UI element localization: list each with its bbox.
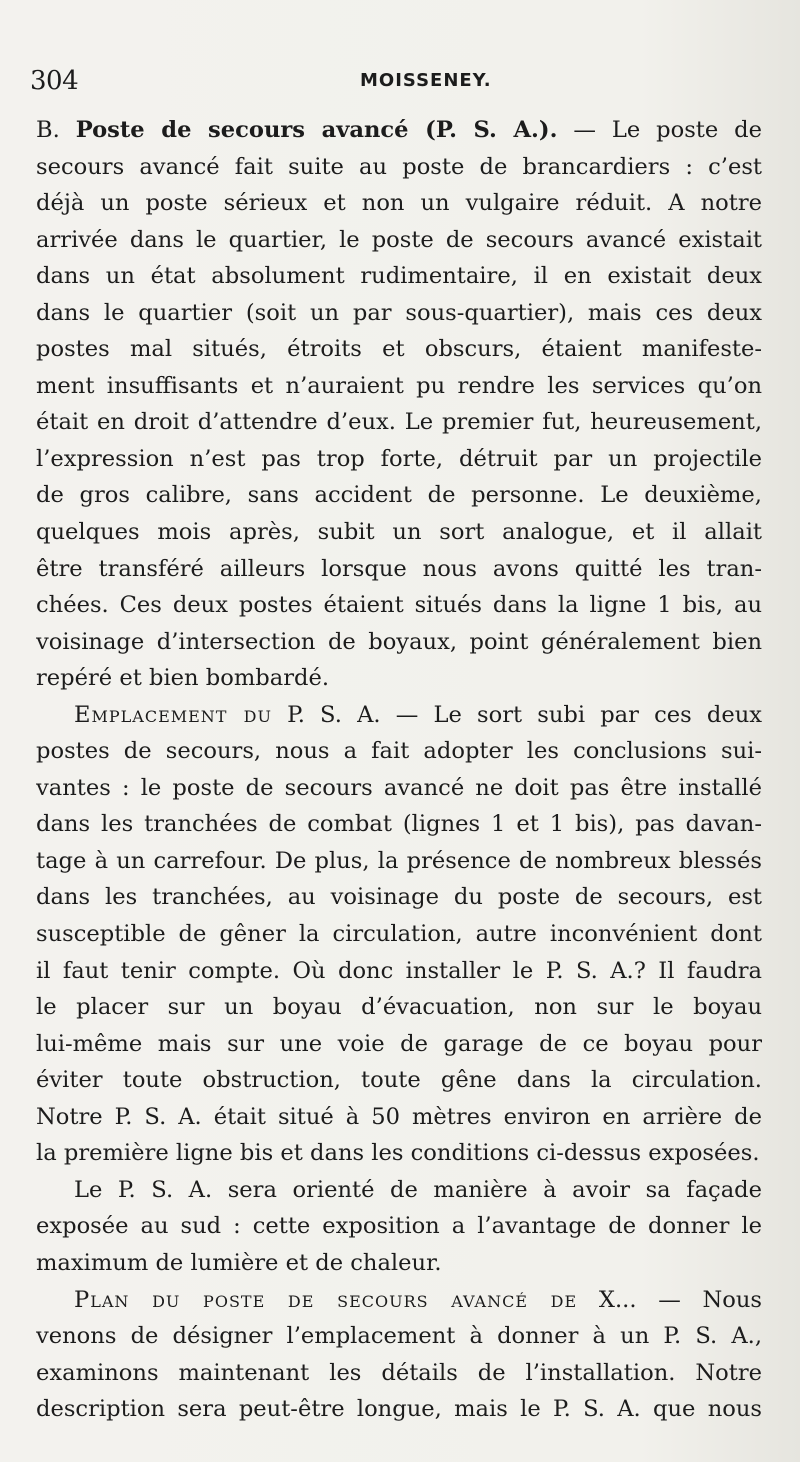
text-line	[36, 697, 762, 734]
text-line	[36, 733, 762, 770]
text-line	[36, 331, 762, 368]
line-text: dans les tranchées de combat (lignes 1 et 1 bis), pas davan-	[36, 811, 762, 838]
line-text: le placer sur un boyau d’évacuation, non sur le boyau	[36, 994, 762, 1021]
text-line	[36, 660, 762, 697]
line-text: P. S. A. — Le sort subi par ces deux	[271, 701, 762, 728]
text-line	[36, 624, 762, 661]
page-header	[30, 66, 730, 102]
line-text: venons de désigner l’emplacement à donner à un P. S. A.,	[36, 1323, 762, 1350]
text-line	[36, 1026, 762, 1063]
text-line	[36, 295, 762, 332]
text-line	[36, 149, 762, 186]
line-text: déjà un poste sérieux et non un vulgaire réduit. A notre	[36, 190, 762, 217]
text-line	[36, 477, 762, 514]
text-line	[36, 551, 762, 588]
text-line	[36, 222, 762, 259]
text-line	[36, 1062, 762, 1099]
text-line	[36, 514, 762, 551]
line-text: dans un état absolument rudimentaire, il en existait deux	[36, 263, 762, 290]
subsection-heading: Plan du poste de secours avancé de	[74, 1286, 578, 1313]
line-text: vantes : le poste de secours avancé ne doit pas être installé	[36, 774, 762, 801]
text-line	[36, 368, 762, 405]
subsection-heading: Emplacement du	[74, 701, 272, 728]
line-text: repéré et bien bombardé.	[36, 665, 330, 692]
text-line	[36, 1245, 762, 1282]
line-text: ment insuffisants et n’auraient pu rendre les services qu’on	[36, 372, 762, 399]
section-heading: Poste de secours avancé (P. S. A.).	[75, 117, 558, 143]
text-line	[36, 843, 762, 880]
text-line	[36, 1355, 762, 1392]
line-text: quelques mois après, subit un sort analogue, et il allait	[36, 519, 762, 546]
text-line	[36, 185, 762, 222]
text-line	[36, 1208, 762, 1245]
line-text: Le P. S. A. sera orienté de manière à avoir sa façade	[74, 1176, 762, 1203]
line-text: arrivée dans le quartier, le poste de secours avancé existait	[36, 226, 762, 253]
text-line	[36, 1282, 762, 1319]
text-line	[36, 587, 762, 624]
text-line	[36, 1318, 762, 1355]
text-line	[36, 1172, 762, 1209]
body-text	[36, 112, 762, 1428]
text-line	[36, 879, 762, 916]
page-number: 304	[30, 66, 79, 96]
line-text: susceptible de gêner la circulation, autre inconvénient dont	[36, 921, 762, 948]
text-line	[36, 441, 762, 478]
text-line	[36, 404, 762, 441]
text-line	[36, 1099, 762, 1136]
line-text: description sera peut-être longue, mais le P. S. A. que nous	[36, 1396, 762, 1423]
line-text: dans le quartier (soit un par sous-quartier), mais ces deux	[36, 299, 762, 326]
line-text: chées. Ces deux postes étaient situés dans la ligne 1 bis, au	[36, 592, 762, 619]
line-text: être transféré ailleurs lorsque nous avons quitté les tran-	[36, 555, 762, 582]
text-line	[36, 258, 762, 295]
line-text: de gros calibre, sans accident de personne. Le deuxième,	[36, 482, 762, 509]
line-text: la première ligne bis et dans les conditions ci-dessus exposées.	[36, 1140, 760, 1167]
text-line	[36, 806, 762, 843]
running-head: MOISSENEY.	[360, 70, 492, 91]
line-text: secours avancé fait suite au poste de brancardiers : c’est	[36, 153, 762, 180]
line-text: était en droit d’attendre d’eux. Le premier fut, heureusement,	[36, 409, 762, 436]
line-text: examinons maintenant les détails de l’installation. Notre	[36, 1359, 762, 1386]
line-text: l’expression n’est pas trop forte, détruit par un projectile	[36, 445, 762, 472]
line-text: il faut tenir compte. Où donc installer le P. S. A.? Il faudra	[36, 957, 762, 984]
line-text: X... — Nous	[577, 1286, 762, 1313]
text-line	[36, 916, 762, 953]
text-line	[36, 953, 762, 990]
line-text: dans les tranchées, au voisinage du poste de secours, est	[36, 884, 762, 911]
line-text: exposée au sud : cette exposition a l’avantage de donner le	[36, 1213, 762, 1240]
line-text: lui-même mais sur une voie de garage de ce boyau pour	[36, 1030, 762, 1057]
text-line	[36, 112, 762, 149]
text-line	[36, 989, 762, 1026]
line-text: — Le poste de	[557, 117, 762, 143]
text-line	[36, 770, 762, 807]
text-line	[36, 1391, 762, 1428]
line-text: postes mal situés, étroits et obscurs, étaient manifeste-	[36, 336, 762, 363]
section-letter: B.	[36, 117, 76, 143]
text-line	[36, 1135, 762, 1172]
line-text: postes de secours, nous a fait adopter les conclusions sui-	[36, 738, 762, 765]
line-text: maximum de lumière et de chaleur.	[36, 1249, 442, 1276]
line-text: éviter toute obstruction, toute gêne dans la circulation.	[36, 1067, 762, 1094]
line-text: Notre P. S. A. était situé à 50 mètres environ en arrière de	[36, 1103, 762, 1130]
line-text: voisinage d’intersection de boyaux, point généralement bien	[36, 628, 762, 655]
line-text: tage à un carrefour. De plus, la présence de nombreux blessés	[36, 847, 762, 874]
